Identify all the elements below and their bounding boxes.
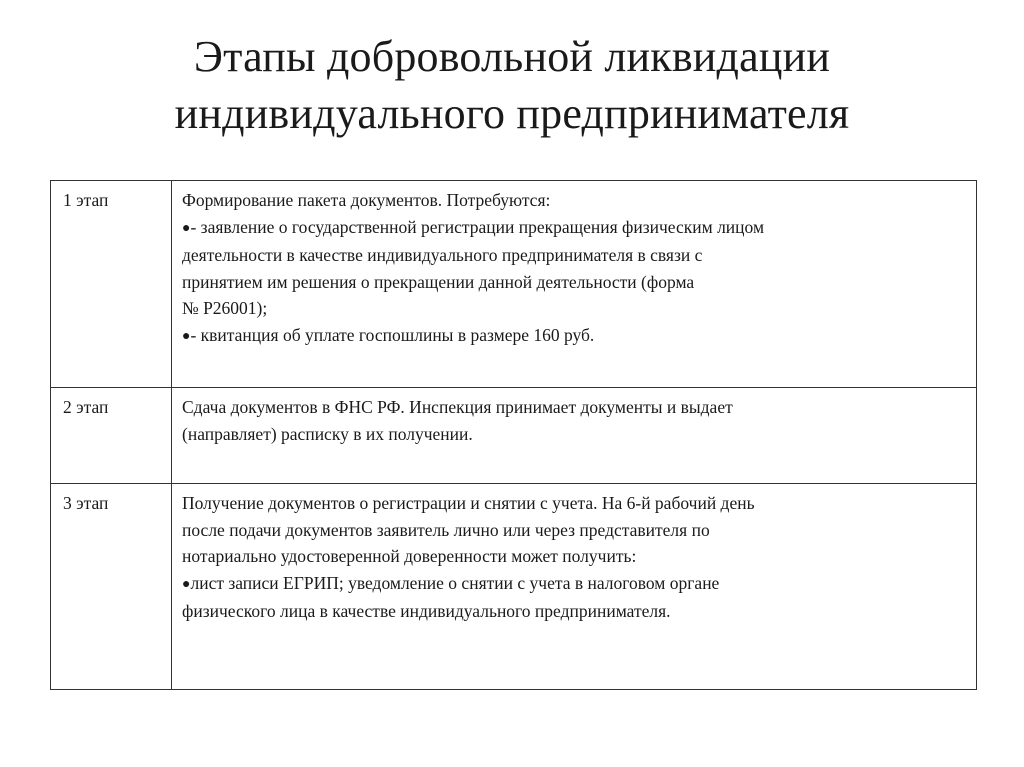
text-line: после подачи документов заявитель лично или через представителя по: [182, 519, 710, 540]
table-row: [51, 388, 977, 484]
list-item: [182, 214, 962, 243]
text-line: нотариально удостоверенной доверенности может получить:: [182, 546, 637, 566]
title-line-2: индивидуального предпринимателя: [174, 89, 850, 138]
stage-label: 2 этап: [51, 388, 172, 484]
stages-table: [50, 180, 977, 690]
table-row: [51, 181, 977, 388]
text-line: (направляет) расписку в их получении.: [182, 423, 473, 444]
text-line: № Р26001);: [182, 298, 268, 318]
table-row: [51, 484, 977, 690]
title-line-1: Этапы добровольной ликвидации: [193, 32, 831, 81]
page-title: [0, 28, 1024, 142]
stage-label: 3 этап: [51, 484, 172, 690]
bullet-icon: ●: [182, 576, 191, 592]
stage-description: [172, 181, 977, 388]
list-item: [182, 570, 962, 599]
text-line: Получение документов о регистрации и снятии с учета. На 6-й рабочий день: [182, 493, 755, 513]
stage-description: [172, 388, 977, 484]
text-line: Сдача документов в ФНС РФ. Инспекция принимает документы и выдает: [182, 397, 733, 417]
text-line: физического лица в качестве индивидуального предпринимателя.: [182, 601, 671, 621]
list-item: [182, 322, 962, 351]
list-item-text: лист записи ЕГРИП; уведомление о снятии с учета в налоговом органе: [190, 572, 720, 593]
text-line: Формирование пакета документов. Потребуются:: [182, 190, 551, 210]
text-line: принятием им решения о прекращении данной деятельности (форма: [182, 271, 695, 292]
text-line: деятельности в качестве индивидуального предпринимателя в связи с: [182, 245, 703, 265]
stage-label: 1 этап: [51, 181, 172, 388]
stage-description: [172, 484, 977, 690]
bullet-icon: ●: [182, 220, 191, 236]
bullet-icon: ●: [182, 328, 191, 344]
list-item-text: - квитанция об уплате госпошлины в размере 160 руб.: [190, 324, 595, 345]
list-item-text: - заявление о государственной регистрации прекращения физическим лицом: [190, 216, 765, 237]
